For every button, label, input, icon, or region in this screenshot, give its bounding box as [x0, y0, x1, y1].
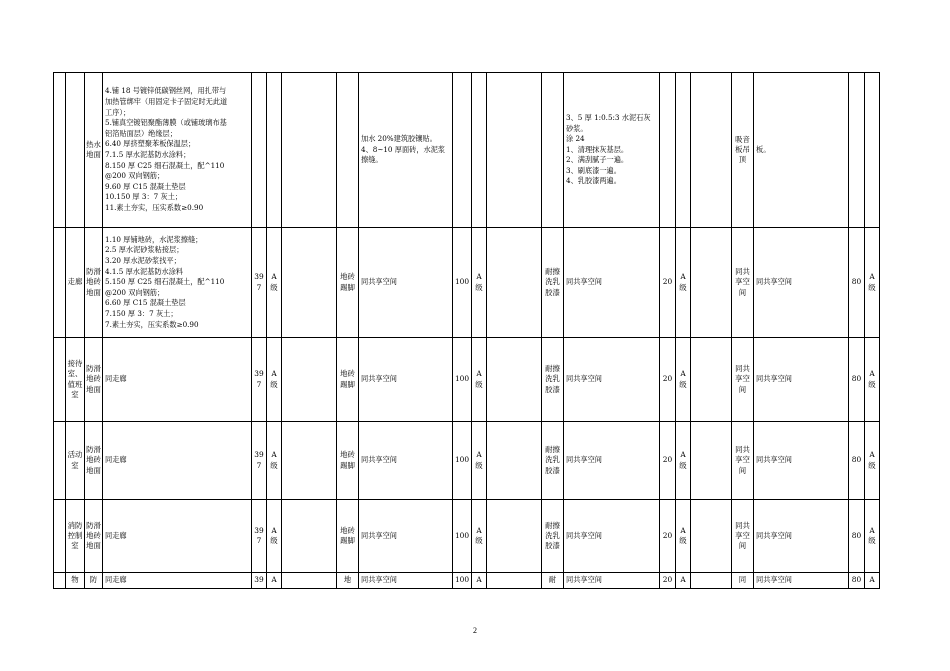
- floor-thickness-cell: 397: [252, 338, 267, 422]
- floor-item-cell: 防滑地砖地面: [85, 338, 103, 422]
- text-line: 11.素土夯实，压实系数≥0.90: [105, 202, 204, 212]
- floor-thickness-cell: 397: [252, 422, 267, 500]
- text-line: 擦缝。: [361, 155, 383, 165]
- skirting-item-cell: 地砖踢脚: [337, 500, 359, 573]
- outer-cell: [54, 422, 66, 500]
- floor-item-cell: 防: [85, 573, 103, 589]
- text-line: 同共享空间: [361, 575, 397, 585]
- text-line: 2.5 厚水泥砂浆粘接层；: [105, 245, 184, 255]
- wall-thickness-cell: [660, 73, 676, 228]
- text-line: 8.150 厚 C25 细石混凝土，配^110: [105, 160, 225, 170]
- text-line: 同共享空间: [566, 277, 602, 287]
- ceiling-grade-cell: A级: [865, 422, 880, 500]
- floor-grade-cell: A级: [267, 228, 282, 338]
- area-cell: [66, 73, 85, 228]
- text-line: 7.1.5 厚水泥基防水涂料；: [105, 150, 191, 159]
- text-line: 1.10 厚铺地砖，水泥浆擦缝；: [105, 234, 203, 244]
- text-line: 6.40 厚挤塑聚苯板保温层；: [105, 139, 196, 149]
- text-line: 同共享空间: [566, 455, 602, 465]
- skirting-thickness-cell: 100: [453, 228, 472, 338]
- skirting-thickness-cell: [453, 73, 472, 228]
- skirting-method-cell: [359, 500, 453, 573]
- table-row: [54, 573, 880, 589]
- floor-grade-cell: [267, 73, 282, 228]
- outer-cell: [54, 228, 66, 338]
- floor-method-cell: [103, 422, 252, 500]
- skirting-method-cell: [359, 73, 453, 228]
- table-row: [54, 338, 880, 422]
- wall-method-cell: [564, 573, 660, 589]
- wall-item-cell: [542, 73, 564, 228]
- text-line: 同走廊: [105, 575, 127, 585]
- wall-thickness-cell: 20: [660, 500, 676, 573]
- floor-thickness-cell: 39: [252, 573, 267, 589]
- text-line: 工序）；: [105, 107, 131, 117]
- wall-method-cell: [564, 73, 660, 228]
- gap-cell: [487, 422, 542, 500]
- skirting-grade-cell: [472, 73, 487, 228]
- wall-grade-cell: A: [676, 573, 691, 589]
- text-line: 3.20 厚水泥砂浆找平；: [105, 256, 181, 266]
- skirting-method-cell: [359, 228, 453, 338]
- ceiling-grade-cell: A: [865, 573, 880, 589]
- area-cell: 物: [66, 573, 85, 589]
- wall-thickness-cell: 20: [660, 422, 676, 500]
- area-cell: 接待室、值班室: [66, 338, 85, 422]
- text-line: 砂浆。: [566, 123, 588, 133]
- gap-cell: [487, 500, 542, 573]
- area-cell: 消防控制室: [66, 500, 85, 573]
- wall-item-cell: 耐: [542, 573, 564, 589]
- table-row: [54, 73, 880, 228]
- wall-item-cell: 耐擦洗乳胶漆: [542, 500, 564, 573]
- floor-grade-cell: A级: [267, 500, 282, 573]
- floor-grade-cell: A级: [267, 338, 282, 422]
- text-line: 同共享空间: [566, 575, 602, 585]
- ceiling-thickness-cell: 80: [849, 338, 865, 422]
- page-number: 2: [473, 626, 477, 635]
- wall-grade-cell: A级: [676, 422, 691, 500]
- ceiling-thickness-cell: 80: [849, 573, 865, 589]
- floor-item-cell: 防滑地砖地面: [85, 422, 103, 500]
- text-line: 6.60 厚 C15 混凝土垫层: [105, 298, 186, 308]
- text-line: 4、乳胶漆两遍。: [566, 176, 621, 186]
- ceiling-grade-cell: A级: [865, 500, 880, 573]
- wall-method-cell: [564, 422, 660, 500]
- ceiling-grade-cell: [865, 73, 880, 228]
- gap-cell: [487, 338, 542, 422]
- text-line: 10.150 厚 3：7 灰土；: [105, 192, 183, 202]
- wall-thickness-cell: 20: [660, 573, 676, 589]
- gap-cell: [282, 228, 337, 338]
- floor-thickness-cell: 397: [252, 228, 267, 338]
- ceiling-item-cell: 同共享空间: [732, 228, 754, 338]
- outer-cell: [54, 573, 66, 589]
- ceiling-thickness-cell: [849, 73, 865, 228]
- ceiling-item-cell: 吸音板吊顶: [732, 73, 754, 228]
- gap-cell: [691, 73, 732, 228]
- text-line: 加热管绑牢（用固定卡子固定时无此道: [105, 97, 228, 107]
- text-line: 同走廊: [105, 530, 127, 540]
- text-line: 加水 20%建筑胶镶贴。: [361, 134, 437, 144]
- skirting-method-cell: [359, 338, 453, 422]
- ceiling-thickness-cell: 80: [849, 422, 865, 500]
- skirting-thickness-cell: 100: [453, 338, 472, 422]
- text-line: 同共享空间: [566, 530, 602, 540]
- wall-method-cell: [564, 338, 660, 422]
- gap-cell: [691, 228, 732, 338]
- finish-schedule-table: [53, 72, 880, 589]
- floor-item-cell: 防滑地砖地面: [85, 500, 103, 573]
- text-line: 同共享空间: [566, 374, 602, 384]
- ceiling-method-cell: 同共享空间: [754, 422, 849, 500]
- ceiling-item-cell: 同共享空间: [732, 500, 754, 573]
- text-line: 铝箔贴面层）绝缘层；: [105, 128, 177, 138]
- ceiling-item-cell: 同共享空间: [732, 422, 754, 500]
- text-line: 3、5 厚 1:0.5:3 水泥石灰: [566, 112, 651, 122]
- gap-cell: [282, 573, 337, 589]
- text-line: 5.150 厚 C25 细石混凝土，配^110: [105, 277, 225, 287]
- gap-cell: [282, 422, 337, 500]
- wall-method-cell: [564, 228, 660, 338]
- text-line: 4、8~10 厚面砖，水泥浆: [361, 144, 446, 154]
- text-line: 4.铺 18 号镀锌低碳钢丝网，用扎带与: [105, 86, 227, 96]
- skirting-thickness-cell: 100: [453, 500, 472, 573]
- outer-cell: [54, 338, 66, 422]
- text-line: 同共享空间: [361, 277, 397, 287]
- wall-thickness-cell: 20: [660, 338, 676, 422]
- floor-method-cell: [103, 500, 252, 573]
- text-line: 同走廊: [105, 374, 127, 384]
- ceiling-method-cell: 板。: [754, 73, 849, 228]
- skirting-item-cell: 地砖踢脚: [337, 228, 359, 338]
- gap-cell: [691, 573, 732, 589]
- text-line: 涂 24: [566, 134, 585, 144]
- floor-method-cell: [103, 73, 252, 228]
- text-line: 4.1.5 厚水泥基防水涂料: [105, 266, 184, 276]
- skirting-thickness-cell: 100: [453, 573, 472, 589]
- finish-schedule-table-wrapper: [53, 72, 876, 588]
- skirting-item-cell: 地砖踢脚: [337, 338, 359, 422]
- text-line: @200 双向钢筋；: [105, 171, 165, 181]
- ceiling-grade-cell: A级: [865, 228, 880, 338]
- ceiling-method-cell: 同共享空间: [754, 228, 849, 338]
- gap-cell: [487, 573, 542, 589]
- skirting-grade-cell: A级: [472, 422, 487, 500]
- text-line: 1、清理抹灰基层。: [566, 144, 629, 154]
- area-cell: 活动室: [66, 422, 85, 500]
- floor-method-cell: [103, 573, 252, 589]
- text-line: 2、满刮腻子一遍。: [566, 155, 629, 165]
- area-cell: 走廊: [66, 228, 85, 338]
- wall-thickness-cell: 20: [660, 228, 676, 338]
- floor-grade-cell: A级: [267, 422, 282, 500]
- skirting-item-cell: [337, 73, 359, 228]
- gap-cell: [282, 338, 337, 422]
- ceiling-item-cell: 同: [732, 573, 754, 589]
- floor-grade-cell: A: [267, 573, 282, 589]
- floor-item-cell: 热水地面: [85, 73, 103, 228]
- gap-cell: [691, 338, 732, 422]
- floor-thickness-cell: 397: [252, 500, 267, 573]
- wall-grade-cell: [676, 73, 691, 228]
- wall-grade-cell: A级: [676, 228, 691, 338]
- wall-item-cell: 耐擦洗乳胶漆: [542, 422, 564, 500]
- text-line: 7.150 厚 3：7 灰土；: [105, 308, 178, 318]
- skirting-thickness-cell: 100: [453, 422, 472, 500]
- table-row: [54, 500, 880, 573]
- text-line: 同共享空间: [361, 455, 397, 465]
- text-line: 3、刷底漆一遍。: [566, 165, 621, 175]
- ceiling-method-cell: 同共享空间: [754, 573, 849, 589]
- table-row: [54, 422, 880, 500]
- ceiling-method-cell: 同共享空间: [754, 338, 849, 422]
- skirting-item-cell: 地: [337, 573, 359, 589]
- gap-cell: [691, 422, 732, 500]
- skirting-grade-cell: A级: [472, 228, 487, 338]
- text-line: 9.60 厚 C15 混凝土垫层: [105, 181, 186, 191]
- ceiling-thickness-cell: 80: [849, 500, 865, 573]
- text-line: 同共享空间: [361, 530, 397, 540]
- ceiling-item-cell: 同共享空间: [732, 338, 754, 422]
- outer-cell: [54, 73, 66, 228]
- gap-cell: [487, 73, 542, 228]
- text-line: 同共享空间: [361, 374, 397, 384]
- ceiling-grade-cell: A级: [865, 338, 880, 422]
- floor-method-cell: [103, 228, 252, 338]
- skirting-method-cell: [359, 573, 453, 589]
- floor-method-cell: [103, 338, 252, 422]
- ceiling-thickness-cell: 80: [849, 228, 865, 338]
- text-line: 同走廊: [105, 455, 127, 465]
- skirting-method-cell: [359, 422, 453, 500]
- floor-item-cell: 防滑地砖地面: [85, 228, 103, 338]
- wall-grade-cell: A级: [676, 338, 691, 422]
- text-line: 7.素土夯实，压实系数≥0.90: [105, 319, 199, 329]
- wall-item-cell: 耐擦洗乳胶漆: [542, 338, 564, 422]
- skirting-item-cell: 地砖踢脚: [337, 422, 359, 500]
- skirting-grade-cell: A级: [472, 338, 487, 422]
- skirting-grade-cell: A级: [472, 500, 487, 573]
- gap-cell: [487, 228, 542, 338]
- gap-cell: [691, 500, 732, 573]
- text-line: 5.铺真空镀铝聚酯薄膜（或铺玻璃布基: [105, 118, 227, 128]
- text-line: @200 双向钢筋；: [105, 287, 165, 297]
- wall-method-cell: [564, 500, 660, 573]
- table-row: [54, 228, 880, 338]
- wall-item-cell: 耐擦洗乳胶漆: [542, 228, 564, 338]
- gap-cell: [282, 73, 337, 228]
- skirting-grade-cell: A: [472, 573, 487, 589]
- wall-grade-cell: A级: [676, 500, 691, 573]
- floor-thickness-cell: [252, 73, 267, 228]
- table-body: [54, 73, 880, 589]
- ceiling-method-cell: 同共享空间: [754, 500, 849, 573]
- gap-cell: [282, 500, 337, 573]
- outer-cell: [54, 500, 66, 573]
